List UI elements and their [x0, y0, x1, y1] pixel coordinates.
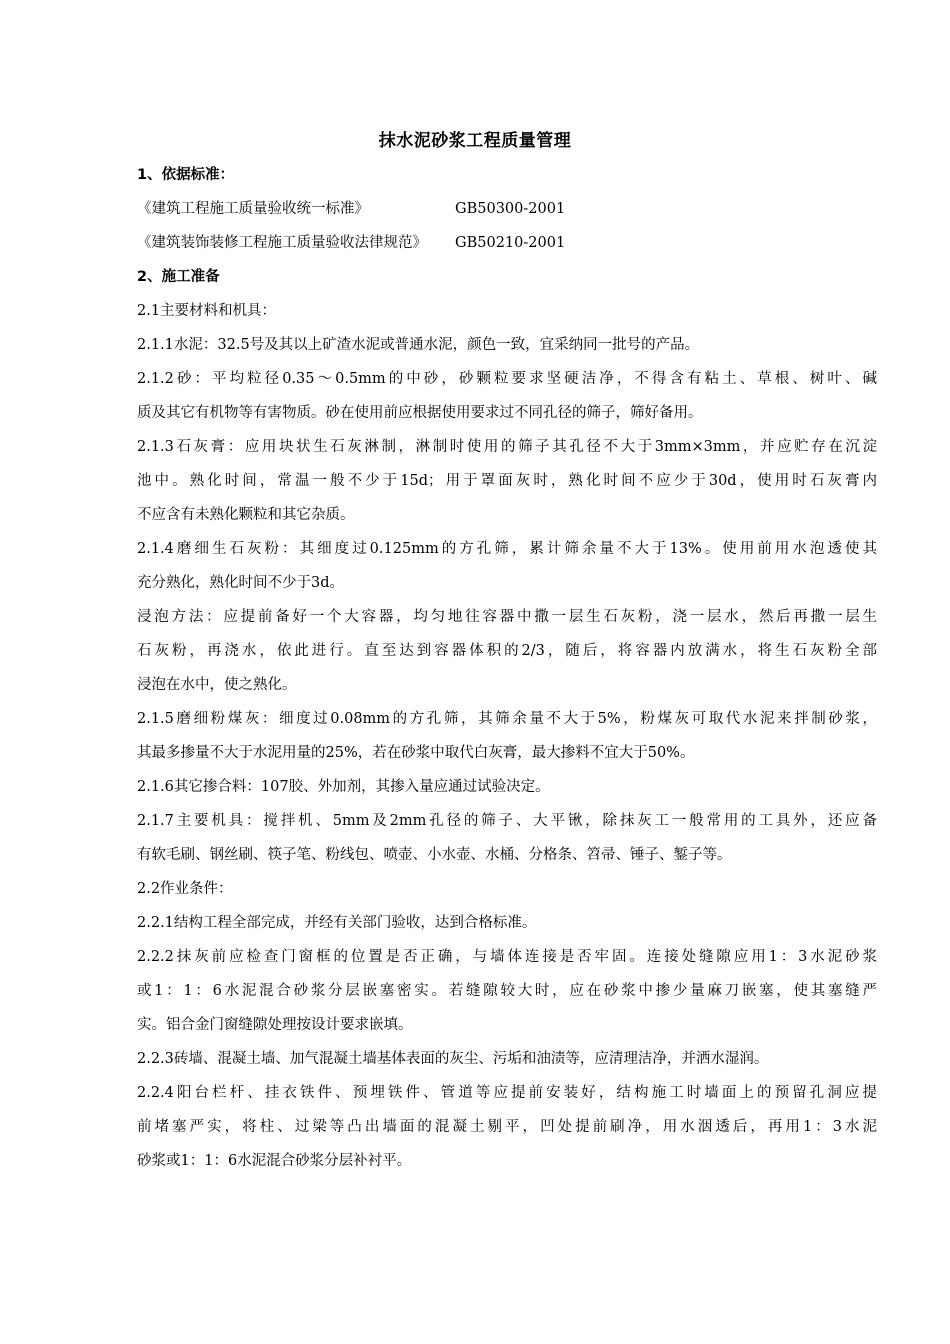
paragraph-soak-method-line: 石灰粉，再浇水，依此进行。直至达到容器体积的2/3，随后，将容器内放满水，将生石灰粉全部 — [137, 643, 877, 659]
paragraph-cement: 2.1.1水泥：32.5号及其以上矿渣水泥或普通水泥，颜色一致，宜采纳同一批号的产品。 — [137, 337, 700, 353]
paragraph-embedded-parts-line: 2.2.4阳台栏杆、挂衣铁件、预埋铁件、管道等应提前安装好，结构施工时墙面上的预留孔洞应提 — [137, 1085, 877, 1101]
paragraph-wall-cleaning: 2.2.3砖墙、混凝土墙、加气混凝土墙基体表面的灰尘、污垢和油渍等，应清理洁净，并洒水湿润。 — [137, 1051, 769, 1067]
paragraph-soak-method-line: 浸泡方法：应提前备好一个大容器，均匀地往容器中撒一层生石灰粉，浇一层水，然后再撒一层生 — [137, 609, 877, 625]
section-heading-preparation: 2、施工准备 — [137, 269, 220, 285]
paragraph-door-frames-line: 或1：1：6水泥混合砂浆分层嵌塞密实。若缝隙较大时，应在砂浆中掺少量麻刀嵌塞，使其塞缝严 — [137, 983, 877, 999]
paragraph-lime-putty-line: 池中。熟化时间，常温一般不少于15d；用于罩面灰时，熟化时间不应少于30d，使用时石灰膏内 — [137, 473, 877, 489]
standard-name: 《建筑装饰装修工程施工质量验收法律规范》 — [137, 235, 427, 251]
section-heading-standards: 1、依据标准： — [137, 167, 235, 183]
paragraph-embedded-parts-line: 前堵塞严实，将柱、过梁等凸出墙面的混凝土剔平，凹处提前刷净，用水洇透后，再用1：3水泥 — [137, 1119, 877, 1135]
standard-code: GB50210-2001 — [455, 235, 566, 251]
paragraph-sand-line: 质及其它有机物等有害物质。砂在使用前应根据使用要求过不同孔径的筛子，筛好备用。 — [137, 405, 703, 421]
subsection-work-conditions: 2.2作业条件： — [137, 881, 233, 897]
paragraph-lime-powder-line: 2.1.4磨细生石灰粉：其细度过0.125mm的方孔筛，累计筛余量不大于13%。使用前用水泡透使其 — [137, 541, 877, 557]
paragraph-lime-powder-line: 充分熟化，熟化时间不少于3d。 — [137, 575, 345, 591]
paragraph-door-frames-line: 2.2.2抹灰前应检查门窗框的位置是否正确，与墙体连接是否牢固。连接处缝隙应用1：3水泥砂浆 — [137, 949, 877, 965]
paragraph-structure-complete: 2.2.1结构工程全部完成，并经有关部门验收，达到合格标准。 — [137, 915, 537, 931]
paragraph-embedded-parts-line: 砂浆或1：1：6水泥混合砂浆分层补衬平。 — [137, 1153, 412, 1169]
document-body — [137, 158, 877, 1178]
paragraph-admixtures: 2.1.6其它掺合料：107胶、外加剂，其掺入量应通过试验决定。 — [137, 779, 550, 795]
document-title: 抹水泥砂浆工程质量管理 — [378, 131, 572, 151]
paragraph-lime-putty-line: 不应含有未熟化颗粒和其它杂质。 — [137, 507, 355, 523]
paragraph-soak-method-line: 浸泡在水中，使之熟化。 — [137, 677, 297, 693]
paragraph-fly-ash-line: 其最多掺量不大于水泥用量的25%，若在砂浆中取代白灰膏，最大掺料不宜大于50%。 — [137, 745, 695, 761]
standard-code: GB50300-2001 — [455, 201, 566, 217]
paragraph-tools-line: 2.1.7主要机具：搅拌机、5mm及2mm孔径的筛子、大平锹，除抹灰工一般常用的工具外，还应备 — [137, 813, 877, 829]
subsection-materials: 2.1主要材料和机具： — [137, 303, 277, 319]
standard-item-2 — [137, 226, 877, 260]
paragraph-tools-line: 有软毛刷、钢丝刷、筷子笔、粉线包、喷壶、小水壶、水桶、分格条、笤帚、锤子、錾子等。 — [137, 847, 732, 863]
standard-item-1 — [137, 192, 877, 226]
paragraph-sand-line: 2.1.2砂：平均粒径0.35～0.5mm的中砂，砂颗粒要求坚硬洁净，不得含有粘土、草根、树叶、碱 — [137, 371, 877, 387]
standard-name: 《建筑工程施工质量验收统一标准》 — [137, 201, 369, 217]
paragraph-lime-putty-line: 2.1.3石灰膏：应用块状生石灰淋制，淋制时使用的筛子其孔径不大于3mm×3mm，并应贮存在沉淀 — [137, 439, 877, 455]
paragraph-door-frames-line: 实。铝合金门窗缝隙处理按设计要求嵌填。 — [137, 1017, 413, 1033]
paragraph-fly-ash-line: 2.1.5磨细粉煤灰：细度过0.08mm的方孔筛，其筛余量不大于5%，粉煤灰可取代水泥来拌制砂浆， — [137, 711, 877, 727]
